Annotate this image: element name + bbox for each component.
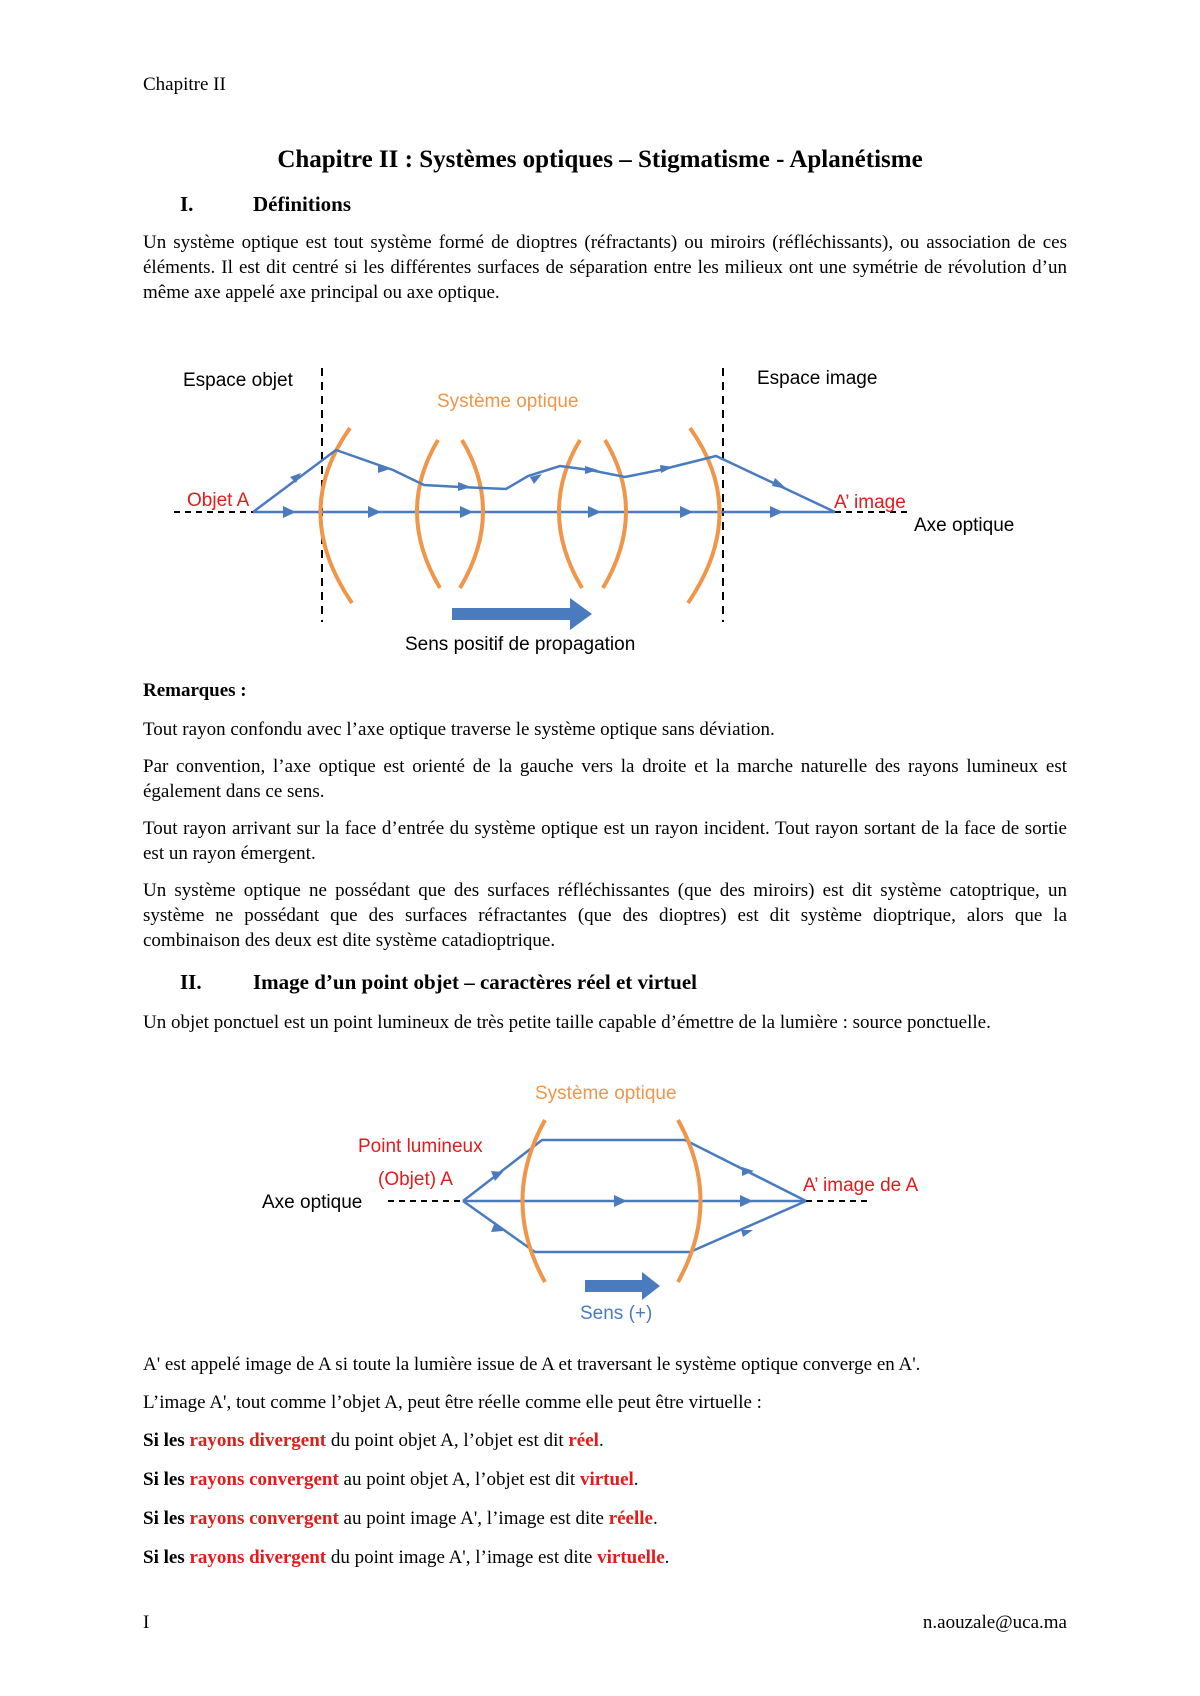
section-1-number: I. bbox=[180, 192, 194, 216]
section-2-paragraph: Un objet ponctuel est un point lumineux de très petite taille capable d’émettre de la lumière : source ponctuelle. bbox=[143, 1012, 991, 1033]
label-sens-positif: Sens positif de propagation bbox=[405, 634, 636, 655]
section-2-title: Image d’un point objet – caractères réel et virtuel bbox=[253, 970, 697, 994]
section-1-paragraph: Un système optique est tout système formé de dioptres (réfractants) ou miroirs (réfléchissants), ou association de ces éléments. Il est dit centré si les différentes surfaces de séparation entre les milieux ont une symétrie de révolution d’un même axe appelé axe principal ou axe optique. bbox=[143, 232, 1067, 303]
rule-3-end: . bbox=[652, 1508, 658, 1529]
section-1-title: Définitions bbox=[253, 192, 352, 216]
rule-4-highlight: rayons divergent bbox=[189, 1547, 327, 1568]
running-header: Chapitre II bbox=[143, 74, 226, 95]
label2-axe-optique: Axe optique bbox=[262, 1192, 363, 1213]
author-email: n.aouzale@uca.ma bbox=[922, 1612, 1067, 1633]
rule-1-end: . bbox=[598, 1430, 604, 1451]
sens-arrow bbox=[585, 1272, 660, 1300]
rule-3-mid: au point image A', l’image est dite bbox=[338, 1508, 609, 1529]
label-axe-optique: Axe optique bbox=[914, 515, 1015, 536]
rule-2-highlight: rayons convergent bbox=[189, 1469, 339, 1490]
image-definition: A' est appelé image de A si toute la lumière issue de A et traversant le système optique converge en A'. bbox=[143, 1354, 921, 1375]
label2-sens: Sens (+) bbox=[580, 1303, 653, 1324]
remarque-2: Par convention, l’axe optique est orienté de la gauche vers la droite et la marche naturelle des rayons lumineux est également dans ce sens. bbox=[143, 756, 1067, 802]
rule-2 bbox=[143, 1467, 1067, 1492]
rule-2-highlight-2: virtuel bbox=[579, 1469, 634, 1490]
label-espace-objet: Espace objet bbox=[183, 370, 293, 391]
rule-1-highlight-2: réel bbox=[568, 1430, 599, 1451]
label-espace-image: Espace image bbox=[757, 368, 878, 389]
rule-2-pre: Si les bbox=[143, 1469, 190, 1490]
section-2-number: II. bbox=[180, 970, 202, 994]
label2-a-image: A’ image de A bbox=[803, 1175, 919, 1196]
label2-objet-a: (Objet) A bbox=[378, 1169, 453, 1190]
rule-3-highlight-2: réelle bbox=[608, 1508, 653, 1529]
rule-3 bbox=[143, 1506, 1067, 1531]
label-objet-a: Objet A bbox=[187, 490, 250, 511]
remarques-heading: Remarques : bbox=[143, 680, 247, 701]
rule-3-pre: Si les bbox=[143, 1508, 190, 1529]
real-virtual-intro: L’image A', tout comme l’objet A, peut être réelle comme elle peut être virtuelle : bbox=[143, 1392, 762, 1413]
rule-3-highlight: rayons convergent bbox=[189, 1508, 339, 1529]
remarque-4: Un système optique ne possédant que des surfaces réfléchissantes (que des miroirs) est dit système catoptrique, un système ne possédant que des surfaces réfractantes (que des dioptres) est dit système dioptrique, alors que la combinaison des deux est dite système catadioptrique. bbox=[143, 880, 1067, 951]
rule-2-end: . bbox=[633, 1469, 639, 1490]
rule-4 bbox=[143, 1545, 1067, 1570]
rule-1-highlight: rayons divergent bbox=[189, 1430, 327, 1451]
rule-2-mid: au point objet A, l’objet est dit bbox=[338, 1469, 580, 1490]
rule-1-mid: du point objet A, l’objet est dit bbox=[326, 1430, 569, 1451]
rule-4-end: . bbox=[664, 1547, 670, 1568]
label-a-image: A’ image bbox=[834, 492, 906, 513]
rule-4-pre: Si les bbox=[143, 1547, 190, 1568]
label2-systeme-optique: Système optique bbox=[535, 1083, 677, 1104]
label2-point-lumineux: Point lumineux bbox=[358, 1136, 483, 1157]
rule-1 bbox=[143, 1428, 1067, 1453]
remarque-3: Tout rayon arrivant sur la face d’entrée du système optique est un rayon incident. Tout rayon sortant de la face de sortie est un rayon émergent. bbox=[143, 818, 1067, 864]
rule-1-pre: Si les bbox=[143, 1430, 190, 1451]
label-systeme-optique: Système optique bbox=[437, 391, 579, 412]
rule-4-highlight-2: virtuelle bbox=[597, 1547, 665, 1568]
page-number: I bbox=[143, 1612, 150, 1633]
rule-4-mid: du point image A', l’image est dite bbox=[326, 1547, 598, 1568]
figure-2-rays bbox=[463, 1140, 806, 1252]
remarque-1: Tout rayon confondu avec l’axe optique traverse le système optique sans déviation. bbox=[143, 719, 775, 740]
page-title: Chapitre II : Systèmes optiques – Stigmatisme - Aplanétisme bbox=[277, 146, 923, 173]
